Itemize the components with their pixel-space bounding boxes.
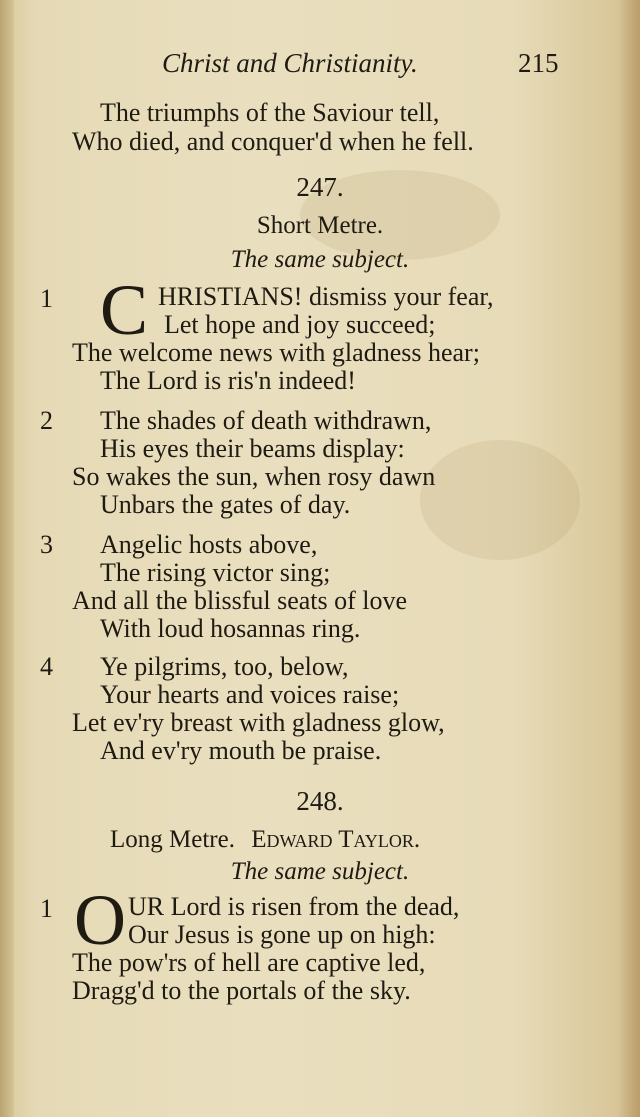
verse-line: The Lord is ris'n indeed! bbox=[100, 366, 356, 395]
hymn-author: Edward Taylor. bbox=[251, 826, 421, 853]
verse-line: Angelic hosts above, bbox=[100, 530, 318, 559]
verse-line: His eyes their beams display: bbox=[100, 434, 405, 463]
verse-line: The rising victor sing; bbox=[100, 558, 331, 587]
verse-line: Dragg'd to the portals of the sky. bbox=[72, 976, 411, 1005]
verse-line: The pow'rs of hell are captive led, bbox=[72, 948, 426, 977]
running-title: Christ and Christianity. bbox=[162, 48, 418, 78]
verse-line: Our Jesus is gone up on high: bbox=[128, 920, 436, 949]
drop-cap: C bbox=[100, 270, 149, 350]
drop-cap: O bbox=[74, 880, 126, 960]
verse-line: Ye pilgrims, too, below, bbox=[100, 652, 349, 681]
verse-line: Your hearts and voices raise; bbox=[100, 680, 400, 709]
paper-stain bbox=[420, 440, 580, 560]
hymn-subject: The same subject. bbox=[230, 858, 410, 885]
verse-line: And all the blissful seats of love bbox=[72, 586, 408, 615]
verse-number: 2 bbox=[40, 406, 53, 435]
verse-line: Unbars the gates of day. bbox=[100, 490, 351, 519]
hymn-subject: The same subject. bbox=[230, 246, 410, 273]
verse-line: Let hope and joy succeed; bbox=[164, 310, 436, 339]
verse-number: 3 bbox=[40, 530, 53, 559]
hymn-metre: Short Metre. bbox=[256, 212, 384, 239]
hymn-number: 247. bbox=[296, 172, 344, 202]
hymn-number: 248. bbox=[296, 786, 344, 816]
hymn-metre: Long Metre. bbox=[110, 826, 235, 853]
verse-number: 1 bbox=[40, 284, 53, 313]
page-number: 215 bbox=[518, 48, 559, 78]
page-spine-shadow bbox=[0, 0, 14, 1117]
verse-line: With loud hosannas ring. bbox=[100, 614, 361, 643]
page-edge-shadow bbox=[618, 0, 640, 1117]
verse-line: HRISTIANS! dismiss your fear, bbox=[158, 282, 494, 311]
verse-line: And ev'ry mouth be praise. bbox=[100, 736, 382, 765]
verse-line: So wakes the sun, when rosy dawn bbox=[72, 462, 436, 491]
verse-line: The welcome news with gladness hear; bbox=[72, 338, 480, 367]
verse-line: Let ev'ry breast with gladness glow, bbox=[72, 708, 445, 737]
verse-line: The shades of death withdrawn, bbox=[100, 406, 432, 435]
running-header bbox=[0, 48, 640, 82]
verse-line: Who died, and conquer'd when he fell. bbox=[72, 127, 474, 156]
verse-number: 4 bbox=[40, 652, 53, 681]
hymn-metre-line bbox=[110, 826, 420, 854]
verse-number: 1 bbox=[40, 894, 53, 923]
verse-line: The triumphs of the Saviour tell, bbox=[100, 98, 440, 127]
verse-line: UR Lord is risen from the dead, bbox=[128, 892, 460, 921]
